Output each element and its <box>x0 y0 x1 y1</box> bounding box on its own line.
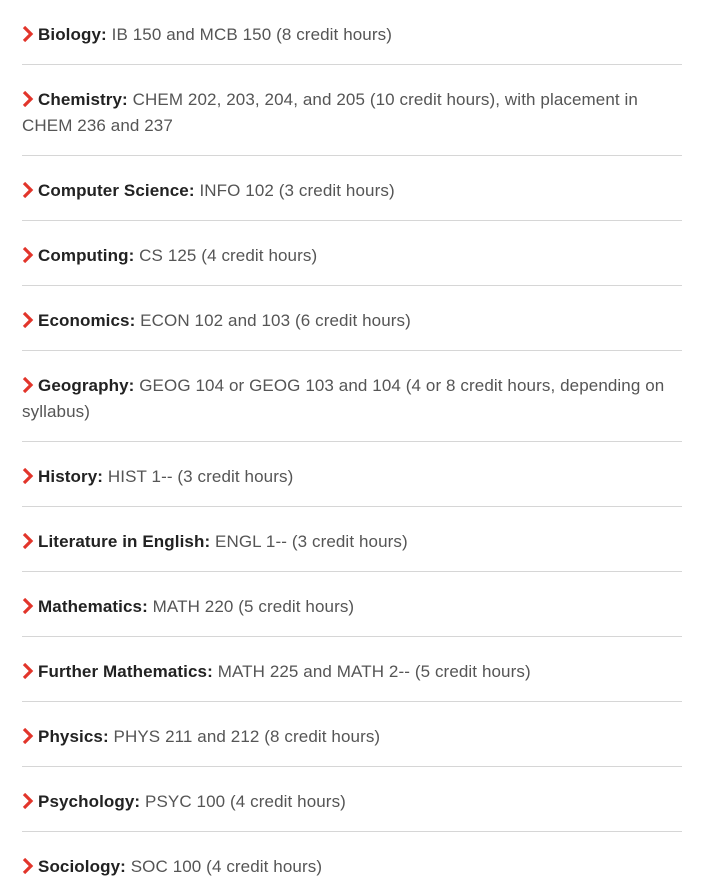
subject-label: Computing: <box>38 246 135 265</box>
subject-label: Chemistry: <box>38 90 128 109</box>
chevron-right-icon <box>22 663 34 679</box>
subject-label: History: <box>38 467 104 486</box>
course-text: HIST 1-- (3 credit hours) <box>103 467 294 486</box>
list-item[interactable] <box>22 637 682 702</box>
subject-label: Further Mathematics: <box>38 662 213 681</box>
credit-list <box>22 0 682 896</box>
chevron-right-icon <box>22 793 34 809</box>
subject-label: Geography: <box>38 376 135 395</box>
list-item[interactable] <box>22 221 682 286</box>
chevron-right-icon <box>22 312 34 328</box>
list-item[interactable] <box>22 156 682 221</box>
subject-label: Mathematics: <box>38 597 148 616</box>
course-text: ENGL 1-- (3 credit hours) <box>210 532 408 551</box>
course-text: MATH 225 and MATH 2-- (5 credit hours) <box>212 662 531 681</box>
chevron-right-icon <box>22 858 34 874</box>
subject-label: Biology: <box>38 25 107 44</box>
chevron-right-icon <box>22 598 34 614</box>
list-item[interactable] <box>22 65 682 156</box>
subject-label: Literature in English: <box>38 532 211 551</box>
course-text: IB 150 and MCB 150 (8 credit hours) <box>106 25 392 44</box>
subject-label: Physics: <box>38 727 109 746</box>
list-item[interactable] <box>22 286 682 351</box>
chevron-right-icon <box>22 91 34 107</box>
chevron-right-icon <box>22 728 34 744</box>
list-item[interactable] <box>22 351 682 442</box>
subject-label: Economics: <box>38 311 136 330</box>
chevron-right-icon <box>22 468 34 484</box>
chevron-right-icon <box>22 182 34 198</box>
subject-label: Sociology: <box>38 857 126 876</box>
list-item[interactable] <box>22 832 682 896</box>
course-text: CS 125 (4 credit hours) <box>134 246 318 265</box>
chevron-right-icon <box>22 533 34 549</box>
chevron-right-icon <box>22 247 34 263</box>
course-text: MATH 220 (5 credit hours) <box>147 597 355 616</box>
course-text: SOC 100 (4 credit hours) <box>125 857 323 876</box>
chevron-right-icon <box>22 26 34 42</box>
subject-label: Computer Science: <box>38 181 195 200</box>
chevron-right-icon <box>22 377 34 393</box>
course-text: GEOG 104 or GEOG 103 and 104 (4 or 8 credit hours, depending on syllabus) <box>22 376 665 421</box>
course-text: CHEM 202, 203, 204, and 205 (10 credit hours), with placement in CHEM 236 and 237 <box>22 90 638 135</box>
list-item[interactable] <box>22 572 682 637</box>
list-item[interactable] <box>22 767 682 832</box>
course-text: PHYS 211 and 212 (8 credit hours) <box>108 727 381 746</box>
subject-label: Psychology: <box>38 792 141 811</box>
course-text: INFO 102 (3 credit hours) <box>194 181 395 200</box>
course-text: PSYC 100 (4 credit hours) <box>140 792 346 811</box>
list-item[interactable] <box>22 0 682 65</box>
list-item[interactable] <box>22 702 682 767</box>
list-item[interactable] <box>22 442 682 507</box>
course-text: ECON 102 and 103 (6 credit hours) <box>135 311 411 330</box>
list-item[interactable] <box>22 507 682 572</box>
